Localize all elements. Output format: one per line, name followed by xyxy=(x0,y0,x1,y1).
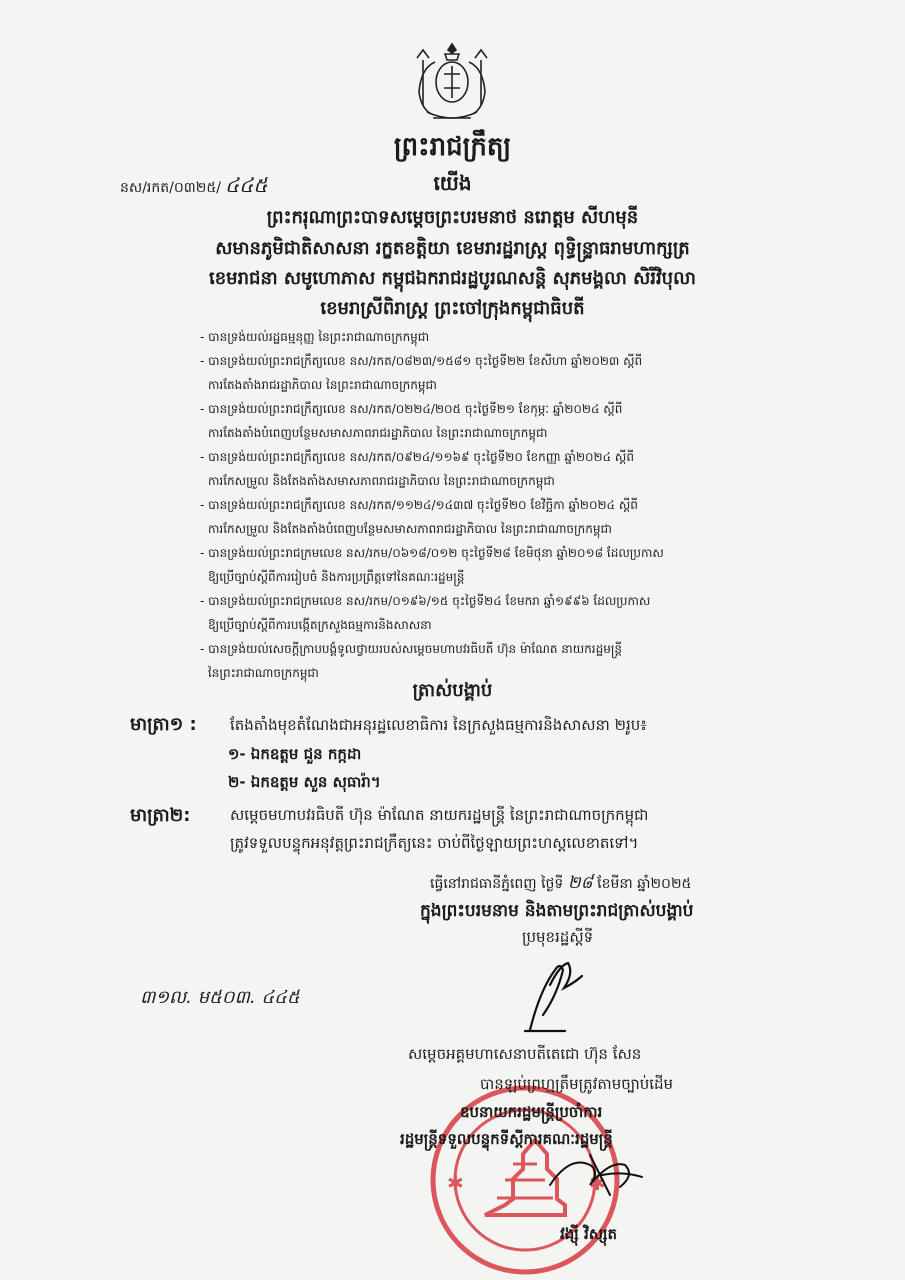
royal-we-heading: យើង xyxy=(433,171,472,195)
reference-item-continuation: ឱ្យប្រើច្បាប់ស្តីពីការរៀបចំ និងការប្រព្រឹត្តទៅនៃគណៈរដ្ឋមន្ត្រី xyxy=(208,570,465,584)
reference-item: - បានទ្រង់យល់រដ្ឋធម្មនុញ្ញ នៃព្រះរាជាណាចក្រកម្ពុជា xyxy=(200,330,430,344)
article-2-line-1: សម្តេចមហាបវរធិបតី ហ៊ុន ម៉ាណែត នាយករដ្ឋមន្ត្រី នៃព្រះរាជាណាចក្រកម្ពុជា xyxy=(230,806,649,824)
article-2-label: មាត្រា២: xyxy=(130,805,191,826)
reference-item-continuation: ការកែសម្រួល និងតែងតាំងបំពេញបន្ថែមសមាសភាពរាជរដ្ឋាភិបាល នៃព្រះរាជាណាចក្រកម្ពុជា xyxy=(208,522,612,536)
second-signature-icon xyxy=(540,1145,650,1205)
decree-title: ព្រះរាជក្រឹត្យ xyxy=(393,132,512,162)
reference-item: - បានទ្រង់យល់ព្រះរាជក្រឹត្យលេខ នស/រកត/០៨២៣/១៥៨១ ចុះថ្ងៃទី២២ ខែសីហា ឆ្នាំ២០២៣ ស្តីពី xyxy=(200,354,643,368)
svg-text:✱: ✱ xyxy=(589,1171,606,1195)
reference-item: - បានទ្រង់យល់សេចក្តីក្រាបបង្គំទូលថ្វាយរបស់សម្តេចមហាបវរធិបតី ហ៊ុន ម៉ាណែត នាយករដ្ឋមន្ត្រី xyxy=(200,642,623,656)
article-1-item-1: ១- ឯកឧត្តម ជួន កក្កដា xyxy=(228,745,362,763)
references-list xyxy=(200,325,800,685)
date-suffix: ខែមីនា ឆ្នាំ២០២៥ xyxy=(597,876,692,892)
reference-item-continuation: ការកែសម្រួល និងតែងតាំងសមាសភាពរាជរដ្ឋាភិបាល នៃព្រះរាជាណាចក្រកម្ពុជា xyxy=(208,474,555,488)
reference-item-continuation: ឱ្យប្រើច្បាប់ស្តីពីការបង្កើតក្រសួងធម្មការនិងសាសនា xyxy=(208,618,432,632)
reference-item: - បានទ្រង់យល់ព្រះរាជក្រមលេខ នស/រកម/០១៩៦/១៥ ចុះថ្ងៃទី២៤ ខែមករា ឆ្នាំ១៩៩៦ ដែលប្រកាស xyxy=(200,594,651,608)
acting-head-of-state: ប្រមុខរដ្ឋស្តីទី xyxy=(522,928,594,946)
king-title-line-4: ខេមរាស្រីពិរាស្ត្រ ព្រះចៅក្រុងកម្ពុជាធិបតី xyxy=(320,298,585,319)
signer-line-3: ឧបនាយករដ្ឋមន្ត្រីប្រចាំការ xyxy=(460,1103,603,1121)
reference-item: - បានទ្រង់យល់ព្រះរាជក្រឹត្យលេខ នស/រកត/០៩២៤/១១៦៩ ចុះថ្ងៃទី២០ ខែកញ្ញា ឆ្នាំ២០២៤ ស្តីពី xyxy=(200,450,634,464)
signer-line-4: រដ្ឋមន្ត្រីទទួលបន្ទុកទីស្តីការគណៈរដ្ឋមន្ត្រី xyxy=(400,1130,613,1148)
signature-icon xyxy=(510,955,600,1035)
handwritten-reference: ៣១ល. ម៥០៣. ៤៤៥ xyxy=(140,987,300,1008)
reference-item: - បានទ្រង់យល់ព្រះរាជក្រឹត្យលេខ នស/រកត/១១២៤/១៤៣៧ ចុះថ្ងៃទី២០ ខែវិច្ឆិកា ឆ្នាំ២០២៤ ស្តីពី xyxy=(200,498,638,512)
signer-line-1: សម្តេចអគ្គមហាសេនាបតីតេជោ ហ៊ុន សែន xyxy=(408,1045,642,1063)
reference-item: - បានទ្រង់យល់ព្រះរាជក្រមលេខ នស/រកម/០៦១៨/០១២ ចុះថ្ងៃទី២៨ ខែមិថុនា ឆ្នាំ២០១៨ ដែលប្រកាស xyxy=(200,546,664,560)
reference-number-handwritten: ៤៤៥ xyxy=(224,173,268,197)
date-prefix: ធ្វើនៅរាជធានីភ្នំពេញ ថ្ងៃទី xyxy=(430,876,564,892)
article-1-label: មាត្រា១ : xyxy=(130,714,197,735)
article-1-text: តែងតាំងមុខតំណែងជាអនុរដ្ឋលេខាធិការ នៃក្រសួងធម្មការនិងសាសនា ២រូប៖ xyxy=(230,716,647,734)
signer-name: វង្ស៊ី វិស្សុត xyxy=(560,1225,618,1243)
decides-heading: ត្រាស់បង្គាប់ xyxy=(412,680,493,701)
reference-item: - បានទ្រង់យល់ព្រះរាជក្រឹត្យលេខ នស/រកត/០២២៤/២០៥ ចុះថ្ងៃទី២១ ខែកុម្ភៈ ឆ្នាំ២០២៤ ស្តីពី xyxy=(200,402,623,416)
reference-item-continuation: ការតែងតាំងរាជរដ្ឋាភិបាល នៃព្រះរាជាណាចក្រកម្ពុជា xyxy=(208,378,437,392)
king-title-line-1: ព្រះករុណាព្រះបាទសម្តេចព្រះបរមនាថ នរោត្តម សីហមុនី xyxy=(266,207,639,228)
reference-item-continuation: នៃព្រះរាជាណាចក្រកម្ពុជា xyxy=(208,666,319,680)
article-2-line-2: ត្រូវទទួលបន្ទុកអនុវត្តព្រះរាជក្រឹត្យនេះ ចាប់ពីថ្ងៃឡាយព្រះហស្តលេខាតទៅ។ xyxy=(230,834,639,852)
king-title-line-3: ខេមរាជនា សមូហោភាស កម្ពុជឯករាជរដ្ឋបូរណសន្តិ សុភមង្គលា សិរីវិបុលា xyxy=(209,268,696,289)
king-title-line-2: សមានភូមិជាតិសាសនា រក្ខតខត្តិយា ខេមរារដ្ឋរាស្ត្រ ពុទ្ធិន្ទ្រាធរាមហាក្សត្រ xyxy=(215,238,690,259)
royal-command-line: ក្នុងព្រះបរមនាម និងតាមព្រះរាជត្រាស់បង្គាប់ xyxy=(420,901,694,921)
date-day-handwritten: ២៨ xyxy=(567,873,593,893)
reference-number-printed: នស/រកត/០៣២៥/ xyxy=(120,180,221,196)
date-line xyxy=(430,872,691,897)
royal-emblem-icon xyxy=(405,40,500,125)
article-1-item-2: ២- ឯកឧត្តម សួន សុធារ៉ា។ xyxy=(228,773,381,791)
signer-line-2: បានឡប់ព្រហ្មត្រឹមត្រូវតាមច្បាប់ដើម xyxy=(480,1075,674,1093)
svg-text:✱: ✱ xyxy=(447,1171,464,1195)
reference-item-continuation: ការតែងតាំងបំពេញបន្ថែមសមាសភាពរាជរដ្ឋាភិបាល នៃព្រះរាជាណាចក្រកម្ពុជា xyxy=(208,426,548,440)
